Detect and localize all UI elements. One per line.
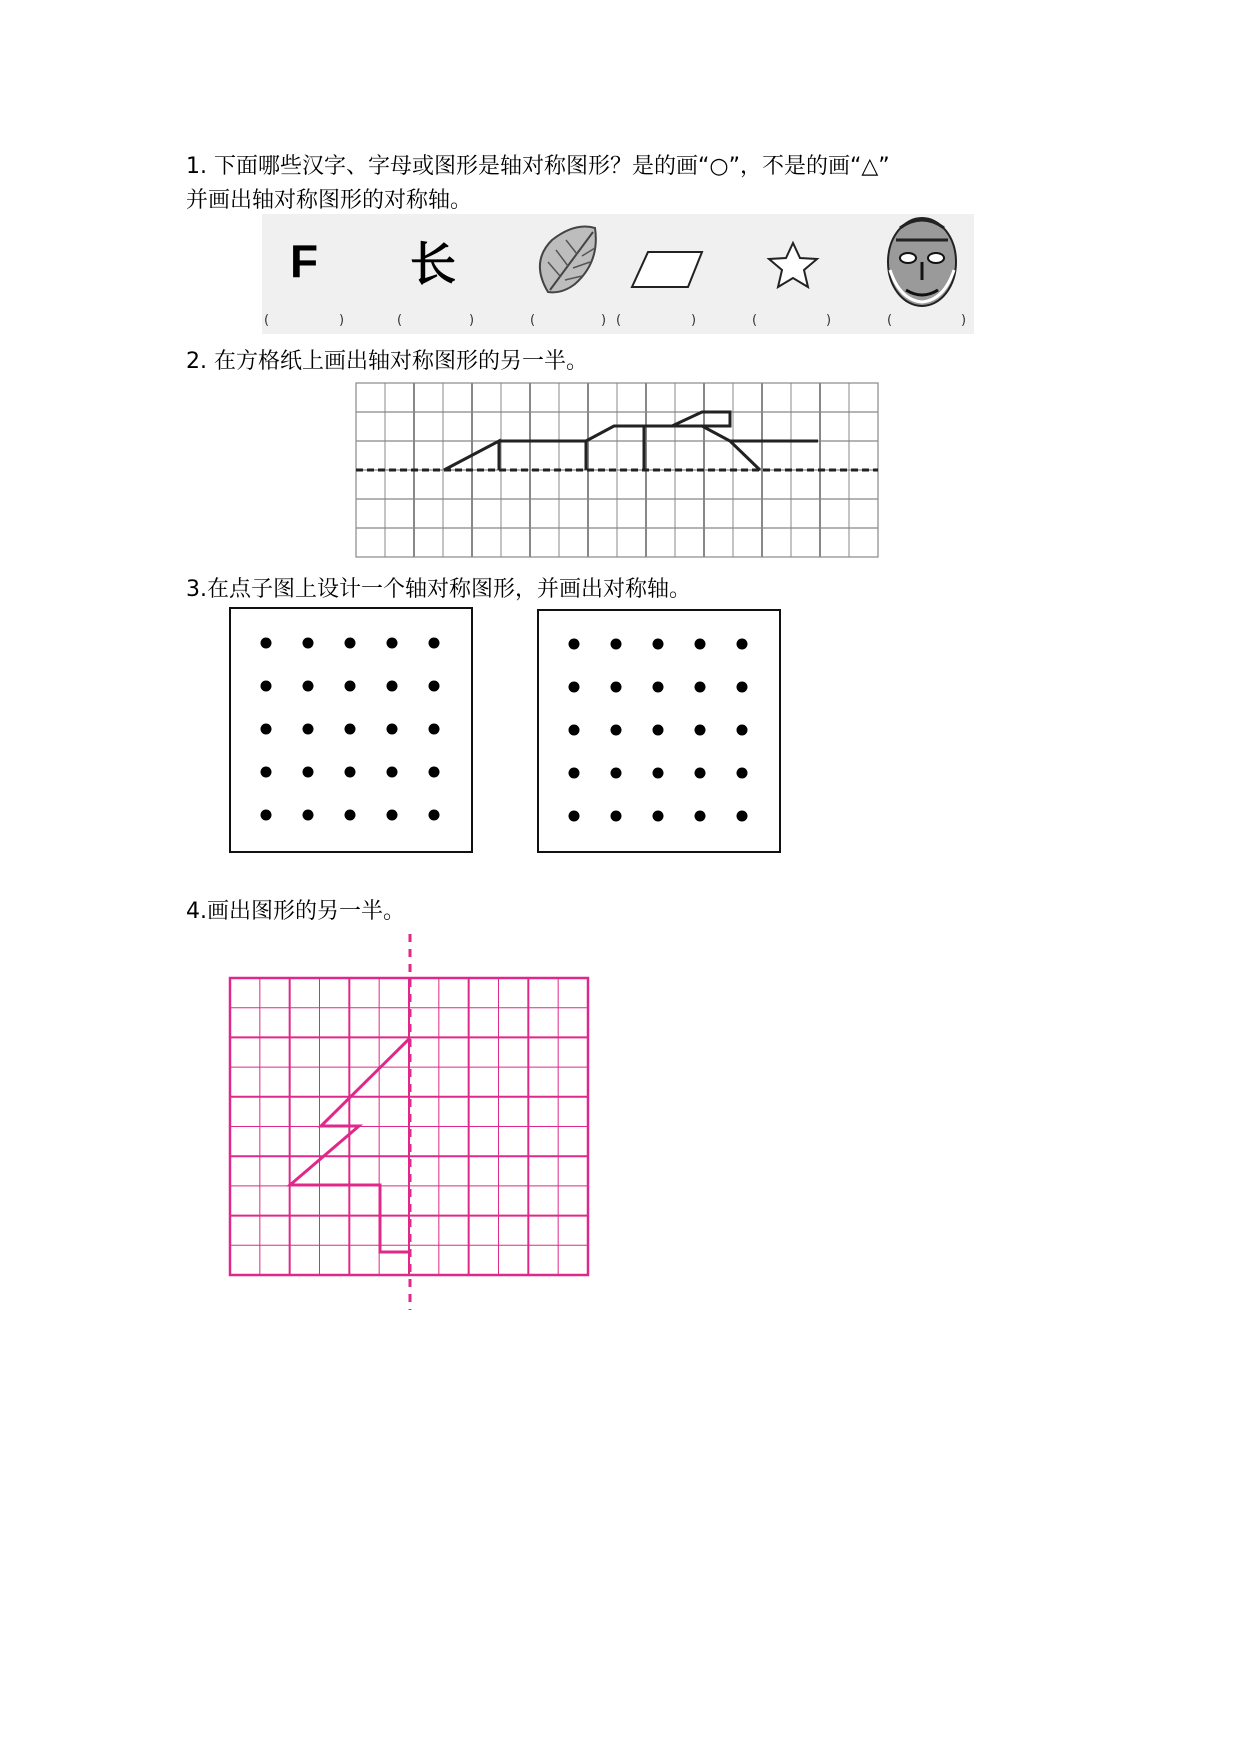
answer-paren-open[interactable]: ( — [752, 313, 758, 328]
dot[interactable] — [611, 639, 622, 650]
dot[interactable] — [429, 810, 440, 821]
dot[interactable] — [261, 810, 272, 821]
dot[interactable] — [653, 639, 664, 650]
answer-paren-close[interactable]: ) — [601, 313, 607, 328]
dot[interactable] — [737, 811, 748, 822]
dot[interactable] — [653, 811, 664, 822]
q2-half-shape — [702, 426, 760, 470]
dot[interactable] — [345, 681, 356, 692]
dot[interactable] — [611, 725, 622, 736]
dot[interactable] — [303, 681, 314, 692]
dot[interactable] — [387, 767, 398, 778]
dot[interactable] — [303, 767, 314, 778]
star-icon — [769, 243, 817, 287]
opera-mask-icon — [888, 218, 956, 306]
q1-text-line2: 并画出轴对称图形的对称轴。 — [186, 188, 473, 213]
answer-paren-close[interactable]: ) — [961, 313, 967, 328]
answer-paren-open[interactable]: ( — [887, 313, 893, 328]
dot[interactable] — [569, 725, 580, 736]
q3-text: 3.在点子图上设计一个轴对称图形，并画出对称轴。 — [186, 577, 691, 602]
q2-half-shape — [614, 412, 730, 426]
dot[interactable] — [261, 767, 272, 778]
answer-paren-open[interactable]: ( — [616, 313, 622, 328]
dot[interactable] — [569, 768, 580, 779]
q2-half-shape — [586, 426, 644, 470]
dot[interactable] — [695, 639, 706, 650]
parallelogram-icon — [632, 252, 702, 287]
dot[interactable] — [695, 768, 706, 779]
dot[interactable] — [569, 811, 580, 822]
dot[interactable] — [737, 639, 748, 650]
dot[interactable] — [737, 725, 748, 736]
answer-paren-open[interactable]: ( — [397, 313, 403, 328]
answer-paren-close[interactable]: ) — [339, 313, 345, 328]
dot[interactable] — [429, 638, 440, 649]
dot[interactable] — [261, 724, 272, 735]
q2-half-shape — [499, 441, 586, 470]
letter-f: F — [290, 235, 319, 287]
dot[interactable] — [387, 638, 398, 649]
dot[interactable] — [611, 768, 622, 779]
dot[interactable] — [429, 767, 440, 778]
dot[interactable] — [569, 682, 580, 693]
dot[interactable] — [303, 810, 314, 821]
dot[interactable] — [653, 725, 664, 736]
q4-grid — [230, 978, 588, 1275]
dot[interactable] — [345, 767, 356, 778]
dot[interactable] — [303, 724, 314, 735]
q1-text-line1: 1. 下面哪些汉字、字母或图形是轴对称图形？是的画“○”，不是的画“△” — [186, 154, 890, 179]
dot[interactable] — [737, 682, 748, 693]
dot[interactable] — [345, 810, 356, 821]
dot[interactable] — [387, 724, 398, 735]
dot[interactable] — [611, 811, 622, 822]
dot[interactable] — [303, 638, 314, 649]
dot[interactable] — [387, 681, 398, 692]
dot[interactable] — [345, 638, 356, 649]
answer-paren-close[interactable]: ) — [469, 313, 475, 328]
dot[interactable] — [569, 639, 580, 650]
dot[interactable] — [653, 768, 664, 779]
dot[interactable] — [737, 768, 748, 779]
dot[interactable] — [387, 810, 398, 821]
dot[interactable] — [345, 724, 356, 735]
chinese-char-chang: 长 — [410, 237, 456, 291]
answer-paren-close[interactable]: ) — [826, 313, 832, 328]
dot[interactable] — [695, 725, 706, 736]
dot[interactable] — [261, 638, 272, 649]
leaf-icon — [540, 227, 596, 293]
dot[interactable] — [695, 682, 706, 693]
q4-text: 4.画出图形的另一半。 — [186, 899, 405, 924]
dot[interactable] — [653, 682, 664, 693]
q2-text: 2. 在方格纸上画出轴对称图形的另一半。 — [186, 349, 588, 374]
dot[interactable] — [695, 811, 706, 822]
dot[interactable] — [429, 724, 440, 735]
answer-paren-open[interactable]: ( — [530, 313, 536, 328]
dot[interactable] — [611, 682, 622, 693]
dot[interactable] — [429, 681, 440, 692]
answer-paren-open[interactable]: ( — [264, 313, 270, 328]
dot[interactable] — [261, 681, 272, 692]
answer-paren-close[interactable]: ) — [691, 313, 697, 328]
